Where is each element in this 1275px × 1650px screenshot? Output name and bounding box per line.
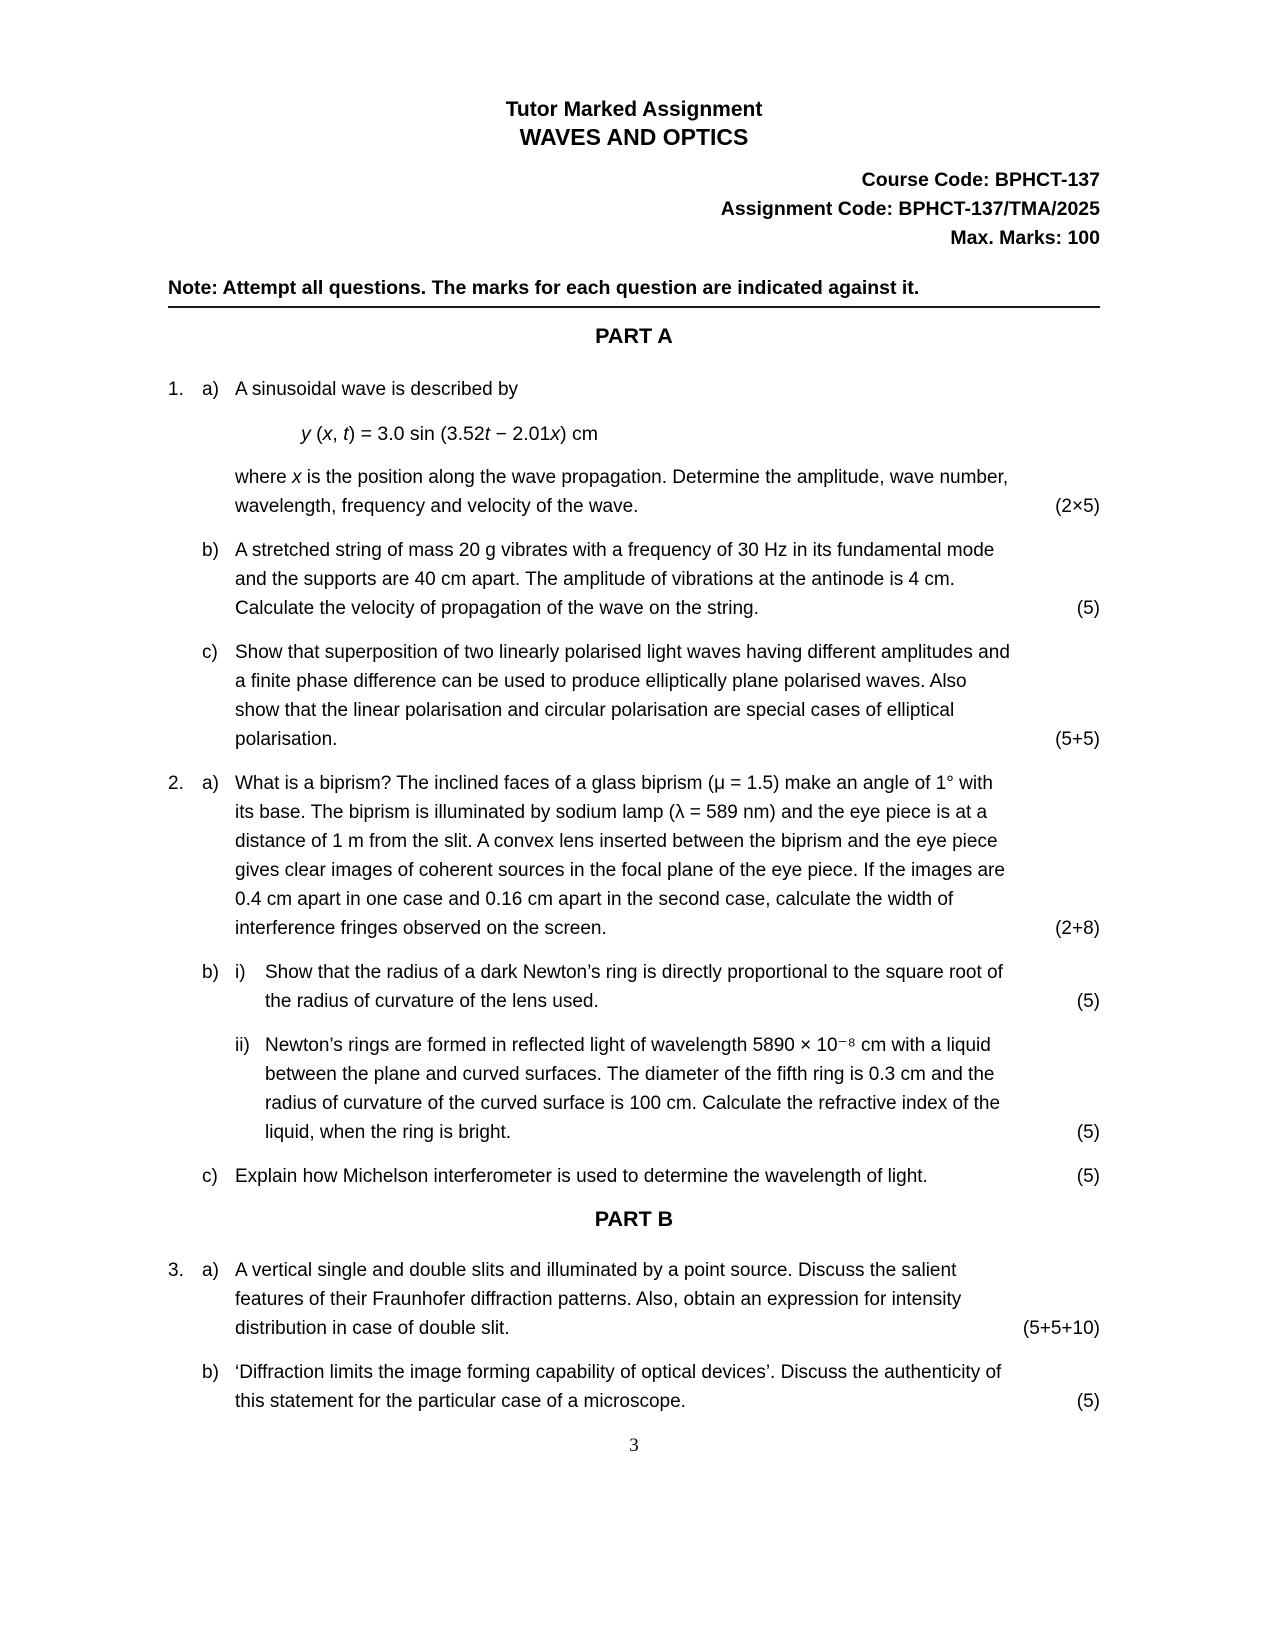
question-2b-ii — [168, 1031, 1100, 1147]
marks-badge: (5+5+10) — [1022, 1318, 1100, 1339]
sub-question-label: c) — [202, 642, 218, 663]
question-body — [235, 769, 1100, 943]
roman-label: i) — [235, 962, 246, 983]
text-part: Explain how Michelson interferometer is used to determine the wavelength of light. — [235, 1166, 928, 1187]
formula-part: ) cm — [560, 423, 598, 445]
question-body — [235, 958, 1100, 1016]
wave-equation — [301, 420, 1100, 449]
question-number: 1. — [168, 379, 184, 400]
question-2a — [168, 769, 1100, 943]
formula-part: t — [343, 423, 349, 445]
formula-part: y — [301, 423, 311, 445]
formula-part: t — [484, 423, 491, 445]
text-part: A vertical single and double slits and illuminated by a point source. Discuss the salient features of their Fraunhofer diffraction patterns. Also, obtain an expression for intensity distribution in case of double slit. — [235, 1260, 962, 1339]
sub-question-label: a) — [202, 773, 219, 794]
question-number: 2. — [168, 773, 184, 794]
text-part: ‘Diffraction limits the image forming capability of optical devices’. Discuss the authenticity of this statement for the particular case of a microscope. — [235, 1362, 1002, 1412]
course-code: Course Code: BPHCT-137 — [861, 169, 1100, 191]
text-part: x — [292, 467, 302, 488]
marks-badge: (5) — [1076, 1166, 1100, 1187]
marks-badge: (5) — [1076, 598, 1100, 619]
marks-badge: (2+8) — [1055, 918, 1100, 939]
roman-label: ii) — [235, 1035, 250, 1056]
part-a-heading: PART A — [595, 324, 673, 348]
code-block — [168, 166, 1100, 253]
text-part: A stretched string of mass 20 g vibrates with a frequency of 30 Hz in its fundamental mode and the supports are 40 cm apart. The amplitude of vibrations at the antinode is 4 cm. Calculate the velocity of propagation of the wave on the string. — [235, 540, 995, 619]
sub-question-label: a) — [202, 379, 219, 400]
question-body — [235, 1358, 1100, 1416]
sub-question-label: b) — [202, 962, 219, 983]
question-1c — [168, 638, 1100, 754]
question-3b — [168, 1358, 1100, 1416]
question-body — [235, 1162, 1100, 1191]
question-text — [235, 536, 1100, 623]
text-part: Newton’s rings are formed in reflected light of wavelength 5890 × 10⁻⁸ cm with a liquid between the plane and curved surfaces. The diameter of the fifth ring is 0.3 cm and the radius of curvature of the curved surface is 100 cm. Calculate the refractive index of the liquid, when the ring is bright. — [265, 1035, 1001, 1143]
question-body — [235, 638, 1100, 754]
formula-part: − 2.01 — [490, 423, 551, 445]
sub-question-label: b) — [202, 540, 219, 561]
question-1b — [168, 536, 1100, 623]
question-text: A sinusoidal wave is described by — [235, 379, 519, 400]
question-2c — [168, 1162, 1100, 1191]
sub-question-label: a) — [202, 1260, 219, 1281]
question-3a — [168, 1256, 1100, 1343]
formula-part: x — [550, 423, 561, 445]
question-body — [235, 375, 1100, 521]
question-2b-i — [168, 958, 1100, 1016]
part-b-heading: PART B — [594, 1207, 674, 1231]
document-title: Tutor Marked Assignment — [505, 98, 763, 121]
formula-part: x — [322, 423, 333, 445]
page-number: 3 — [629, 1435, 639, 1456]
marks-badge: (2×5) — [1055, 496, 1100, 517]
question-body — [235, 1256, 1100, 1343]
formula-part: , — [332, 423, 344, 445]
formula-part: ( — [310, 423, 323, 445]
question-text — [235, 1358, 1100, 1416]
assignment-code: Assignment Code: BPHCT-137/TMA/2025 — [720, 198, 1100, 220]
course-title: WAVES AND OPTICS — [519, 124, 749, 150]
question-text — [235, 769, 1100, 943]
marks-badge: (5) — [1076, 991, 1100, 1012]
marks-badge: (5+5) — [1055, 729, 1100, 750]
text-part: Show that superposition of two linearly polarised light waves having different amplitudes and a finite phase difference can be used to produce elliptically plane polarised waves. Also show that the linear polarisation and circular polarisation are special cases of elliptical polarisation. — [235, 642, 1010, 750]
question-1a — [168, 375, 1100, 521]
sub-question-label: c) — [202, 1166, 218, 1187]
question-text — [265, 958, 1100, 1016]
question-text — [235, 463, 1100, 521]
question-text — [235, 1256, 1100, 1343]
question-body — [235, 1031, 1100, 1147]
question-text — [235, 1162, 1100, 1191]
question-number: 3. — [168, 1260, 184, 1281]
text-part: What is a biprism? The inclined faces of a glass biprism (μ = 1.5) make an angle of 1° with its base. The biprism is illuminated by sodium lamp (λ = 589 nm) and the eye piece is at a distance of 1 m from the slit. A convex lens inserted between the biprism and the eye piece gives clear images of coherent sources in the focal plane of the eye piece. If the images are 0.4 cm apart in one case and 0.16 cm apart in the second case, calculate the width of interference fringes observed on the screen. — [235, 773, 1005, 939]
formula-part: ) = 3.0 sin (3.52 — [348, 423, 485, 445]
text-part: where — [235, 467, 293, 488]
question-text — [265, 1031, 1100, 1147]
marks-badge: (5) — [1076, 1122, 1100, 1143]
marks-badge: (5) — [1076, 1391, 1100, 1412]
sub-question-label: b) — [202, 1362, 219, 1383]
note-line: Note: Attempt all questions. The marks for each question are indicated against it. — [168, 275, 1100, 308]
question-body — [235, 536, 1100, 623]
text-part: Show that the radius of a dark Newton’s ring is directly proportional to the square root of the radius of curvature of the lens used. — [265, 962, 1003, 1012]
max-marks: Max. Marks: 100 — [950, 227, 1100, 249]
question-text — [235, 638, 1100, 754]
text-part: is the position along the wave propagation. Determine the amplitude, wave number, wavelength, frequency and velocity of the wave. — [235, 467, 1009, 517]
